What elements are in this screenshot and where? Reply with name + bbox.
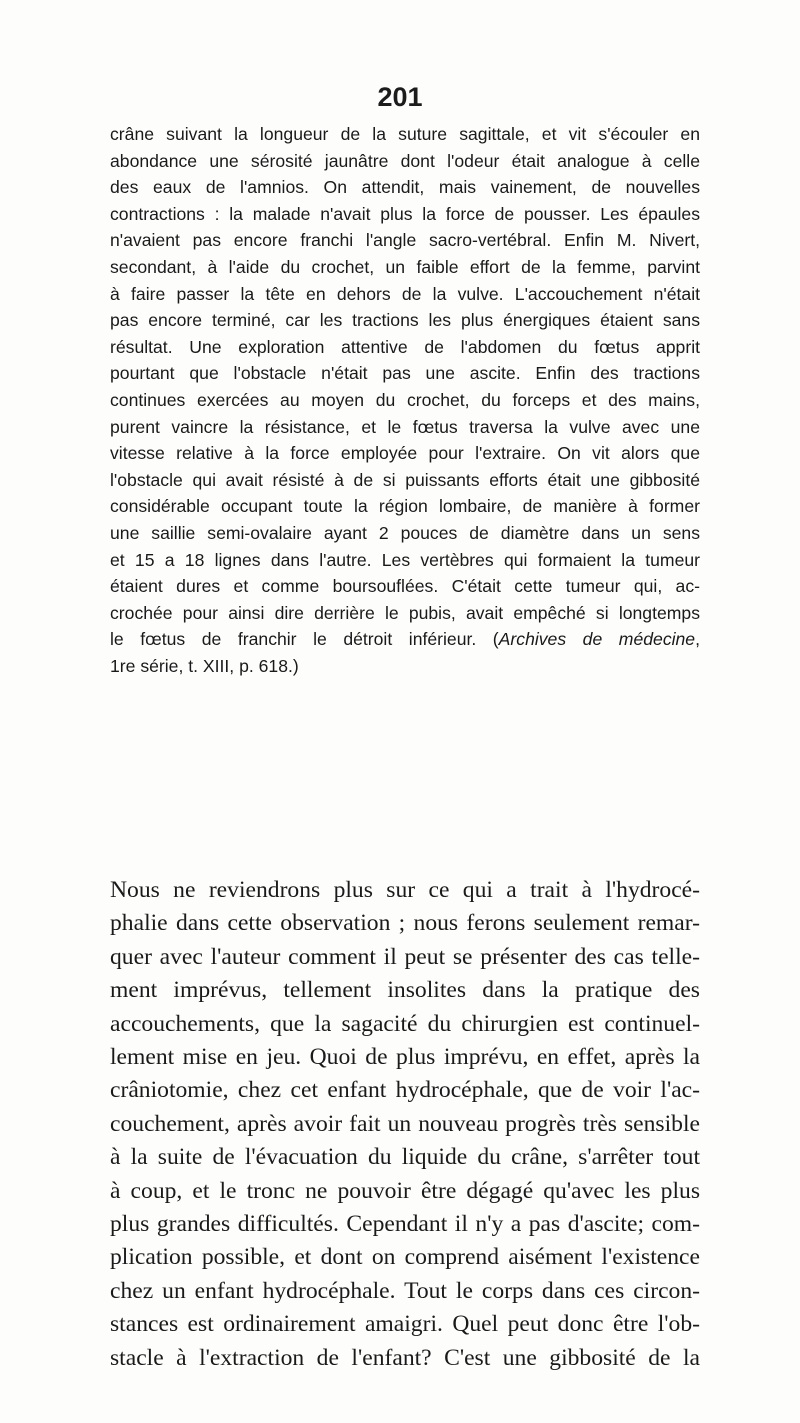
text-line: considérable occupant toute la région lombaire, de manière à former: [110, 496, 700, 517]
text-line: pas encore terminé, car les tractions les plus énergiques étaient sans: [110, 310, 700, 331]
text-line: secondant, à l'aide du crochet, un faible effort de la femme, parvint: [110, 256, 700, 277]
text-line: et 15 a 18 lignes dans l'autre. Les vertèbres qui formaient la tumeur: [110, 549, 700, 570]
text-line: chez un enfant hydrocéphale. Tout le corps dans ces circon-: [110, 1277, 700, 1304]
citation-line: [110, 626, 700, 653]
text-line: crochée pour ainsi dire derrière le pubis, avait empêché si longtemps: [110, 602, 700, 623]
text-line: stances est ordinairement amaigri. Quel peut donc être l'ob-: [110, 1311, 700, 1338]
citation-reference: 1re série, t. XIII, p. 618.): [110, 655, 299, 676]
text-line: l'obstacle qui avait résisté à de si puissants efforts était une gibbosité: [110, 469, 700, 490]
text-line: à faire passer la tête en dehors de la vulve. L'accouchement n'était: [110, 283, 700, 304]
text-line: vitesse relative à la force employée pour l'extraire. On vit alors que: [110, 443, 700, 464]
text-line: crâne suivant la longueur de la suture sagittale, et vit s'écouler en: [110, 124, 700, 144]
text-line: couchement, après avoir fait un nouveau progrès très sensible: [110, 1110, 700, 1137]
text-line: ment imprévus, tellement insolites dans la pratique des: [110, 977, 700, 1004]
text-line: à coup, et le tronc ne pouvoir être dégagé qu'avec les plus: [110, 1177, 700, 1204]
text-line: continues exercées au moyen du crochet, du forceps et des mains,: [110, 389, 700, 410]
text-line: stacle à l'extraction de l'enfant? C'est une gibbosité de la: [110, 1344, 700, 1371]
text-line: quer avec l'auteur comment il peut se présenter des cas telle-: [110, 943, 700, 970]
text-line: une saillie semi-ovalaire ayant 2 pouces de diamètre dans un sens: [110, 522, 700, 543]
text-line: contractions : la malade n'avait plus la force de pousser. Les épaules: [110, 203, 700, 224]
text-line: accouchements, que la sagacité du chirurgien est continuel-: [110, 1010, 700, 1037]
text-line: plication possible, et dont on comprend aisément l'existence: [110, 1244, 700, 1271]
text-line: des eaux de l'amnios. On attendit, mais vainement, de nouvelles: [110, 177, 700, 198]
text-line: résultat. Une exploration attentive de l'abdomen du fœtus apprit: [110, 336, 700, 357]
text-line: purent vaincre la résistance, et le fœtus traversa la vulve avec une: [110, 416, 700, 437]
text-line: pourtant que l'obstacle n'était pas une ascite. Enfin des tractions: [110, 363, 700, 384]
page-number: 201: [377, 82, 423, 112]
text-line: abondance une sérosité jaunâtre dont l'odeur était analogue à celle: [110, 150, 700, 171]
text-line: n'avaient pas encore franchi l'angle sacro-vertébral. Enfin M. Nivert,: [110, 230, 700, 251]
text-line: étaient dures et comme boursouflées. C'était cette tumeur qui, ac-: [110, 576, 700, 597]
commentary-paragraph: [110, 874, 700, 1375]
text-line: plus grandes difficultés. Cependant il n'y a pas d'ascite; com-: [110, 1211, 700, 1238]
text-line: lement mise en jeu. Quoi de plus imprévu, en effet, après la: [110, 1044, 700, 1071]
text-line: phalie dans cette observation ; nous ferons seulement remar-: [110, 910, 700, 937]
text-line: à la suite de l'évacuation du liquide du crâne, s'arrêter tout: [110, 1144, 700, 1171]
citation-prefix: le fœtus de franchir le détroit inférieur. (: [110, 629, 499, 650]
citation-suffix: ,: [695, 629, 700, 650]
citation-source: Archives de médecine: [498, 629, 696, 650]
quoted-observation: [110, 121, 700, 679]
text-line: crâniotomie, chez cet enfant hydrocéphale, que de voir l'ac-: [110, 1077, 700, 1104]
text-line: Nous ne reviendrons plus sur ce qui a trait à l'hydrocé-: [110, 877, 700, 903]
